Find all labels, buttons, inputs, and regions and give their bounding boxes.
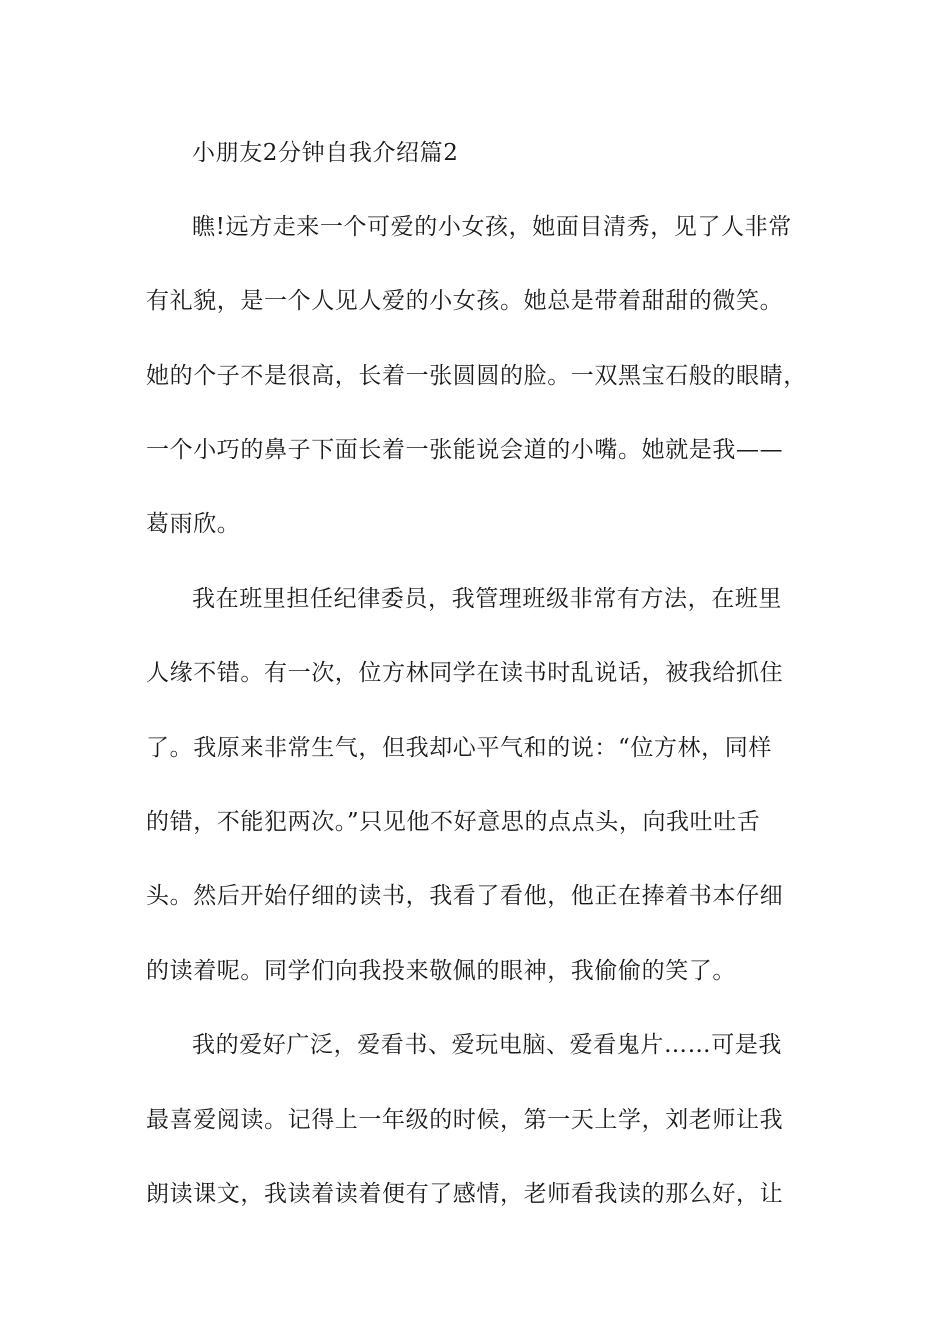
paragraph-line: 人缘不错。有一次，位方林同学在读书时乱说话，被我给抓住	[146, 660, 784, 686]
paragraph-line: 头。然后开始仔细的读书，我看了看他，他正在捧着书本仔细	[146, 883, 784, 909]
paragraph-line: 她的个子不是很高，长着一张圆圆的脸。一双黑宝石般的眼睛，	[146, 363, 807, 389]
paragraph-line: 的错，不能犯两次。”只见他不好意思的点点头，向我吐吐舌	[146, 809, 761, 835]
paragraph-line: 了。我原来非常生气，但我却心平气和的说：“位方林，同样	[146, 735, 772, 761]
paragraph-line: 瞧!远方走来一个可爱的小女孩，她面目清秀，见了人非常	[192, 214, 792, 240]
paragraph-line: 朗读课文，我读着读着便有了感情，老师看我读的那么好，让	[146, 1181, 784, 1207]
paragraph-line: 有礼貌，是一个人见人爱的小女孩。她总是带着甜甜的微笑。	[146, 288, 784, 314]
page-title: 小朋友2分钟自我介绍篇2	[192, 140, 459, 166]
paragraph-line: 我的爱好广泛，爱看书、爱玩电脑、爱看鬼片……可是我	[192, 1032, 782, 1058]
paragraph-line: 一个小巧的鼻子下面长着一张能说会道的小嘴。她就是我——	[146, 437, 784, 463]
paragraph-line: 我在班里担任纪律委员，我管理班级非常有方法，在班里	[192, 586, 782, 612]
paragraph-line: 的读着呢。同学们向我投来敬佩的眼神，我偷偷的笑了。	[146, 958, 736, 984]
paragraph-line: 葛雨欣。	[146, 511, 241, 537]
paragraph-line: 最喜爱阅读。记得上一年级的时候，第一天上学，刘老师让我	[146, 1107, 784, 1133]
